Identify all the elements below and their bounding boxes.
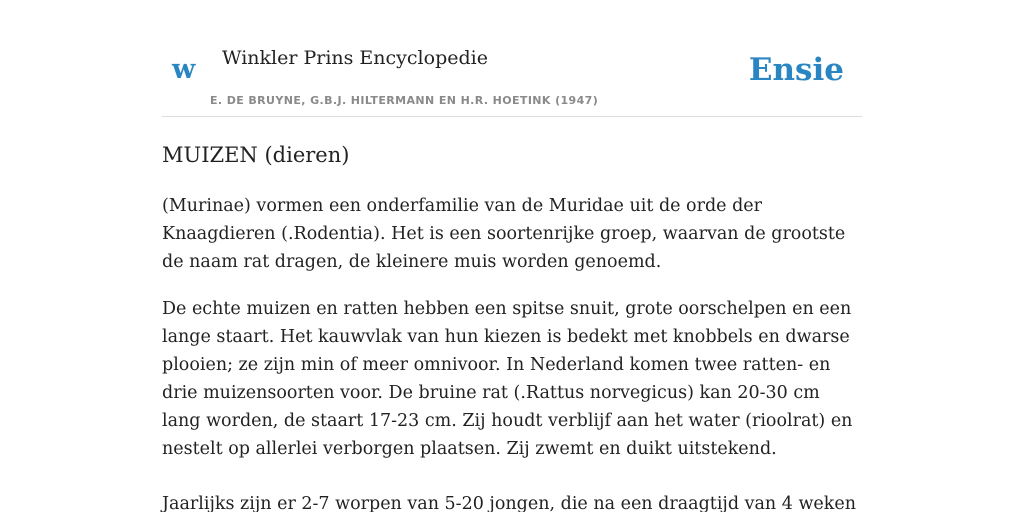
page	[162, 0, 862, 512]
site-header	[162, 0, 862, 117]
article-title: MUIZEN (dieren)	[162, 143, 350, 167]
winkler-prins-logo[interactable]: w	[172, 54, 196, 85]
article-paragraph-2: De echte muizen en ratten hebben een spitse snuit, grote oorschelpen en een lange staart. Het kauwvlak van hun kiezen is bedekt met knobbels en dwarse plooien; ze zijn min of meer omnivoor. In Nederland komen twee ratten- en drie muizensoorten voor. De bruine rat (.Rattus norvegicus) kan 20-30 cm lang worden, de staart 17-23 cm. Zij houdt verblijf aan het water (rioolrat) en nestelt op allerlei verborgen plaatsen. Zij zwemt en duikt uitstekend.	[162, 299, 853, 459]
ensie-brand-link[interactable]: Ensie	[748, 52, 844, 88]
article-paragraph-1: (Murinae) vormen een onderfamilie van de Muridae uit de orde der Knaagdieren (.Rodentia). Het is een soortenrijke groep, waarvan de grootste de naam rat dragen, de kleinere muis worden genoemd.	[162, 196, 846, 272]
article-paragraph-3: Jaarlijks zijn er 2-7 worpen van 5-20 jongen, die na een draagtijd van 4 weken	[162, 494, 857, 512]
article	[162, 140, 862, 512]
site-title[interactable]: Winkler Prins Encyclopedie	[222, 47, 488, 69]
site-authors: E. DE BRUYNE, G.B.J. HILTERMANN EN H.R. HOETINK (1947)	[210, 94, 599, 107]
